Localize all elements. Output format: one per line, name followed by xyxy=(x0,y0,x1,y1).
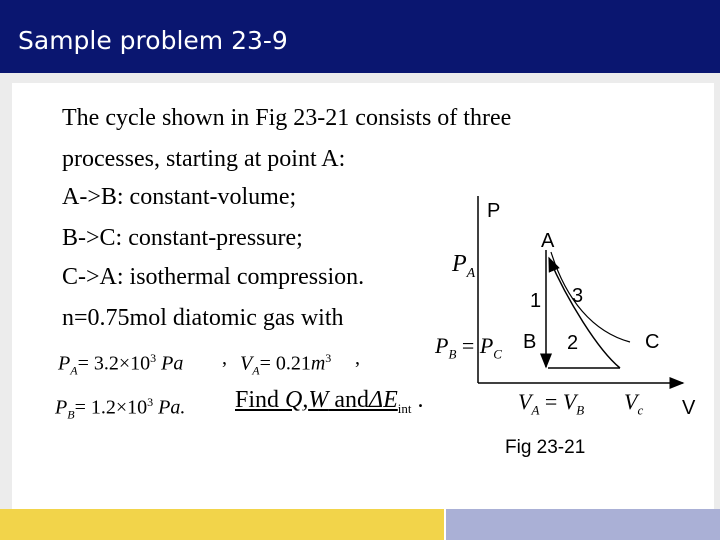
problem-line-3: A->B: constant-volume; xyxy=(62,184,297,210)
problem-line-5: C->A: isothermal compression. xyxy=(62,264,365,290)
problem-line-4: B->C: constant-pressure; xyxy=(62,225,303,251)
process-1-label: 1 xyxy=(530,290,542,312)
find-statement: Find Q,W andΔE$_{int}$ . xyxy=(235,387,424,416)
pa-equation: $P_A= 3.2\times 10^3$ Pa xyxy=(58,351,184,378)
problem-line-1: The cycle shown in Fig 23-21 consists of three xyxy=(62,105,512,131)
va-vb-axis-label: $V_A = V_B$ xyxy=(518,389,585,418)
process-2-label: 2 xyxy=(567,332,579,354)
point-a-label: A xyxy=(541,230,555,252)
process-3-label: 3 xyxy=(572,285,584,307)
comma-2: , xyxy=(355,347,360,369)
axis-v-label: V xyxy=(682,397,696,419)
point-b-label: B xyxy=(523,331,537,353)
pb-equation: $P_B= 1.2\times 10^3$ Pa. xyxy=(55,395,186,422)
figure-caption: Fig 23-21 xyxy=(505,437,586,458)
slide-title: Sample problem 23-9 xyxy=(18,26,288,55)
problem-line-2: processes, starting at point A: xyxy=(62,146,346,172)
pa-axis-label: $P_A$ xyxy=(452,251,476,281)
va-equation: $V_A= 0.21m^3$ xyxy=(240,351,332,378)
comma-1: , xyxy=(222,347,227,369)
problem-line-6: n=0.75mol diatomic gas with xyxy=(62,305,344,331)
vc-axis-label: $V_c$ xyxy=(624,389,644,418)
point-c-label: C xyxy=(645,331,660,353)
pb-pc-axis-label: $P_B = P_C$ xyxy=(435,333,502,362)
isotherm-curve xyxy=(551,252,630,342)
axis-p-label: P xyxy=(487,200,501,222)
